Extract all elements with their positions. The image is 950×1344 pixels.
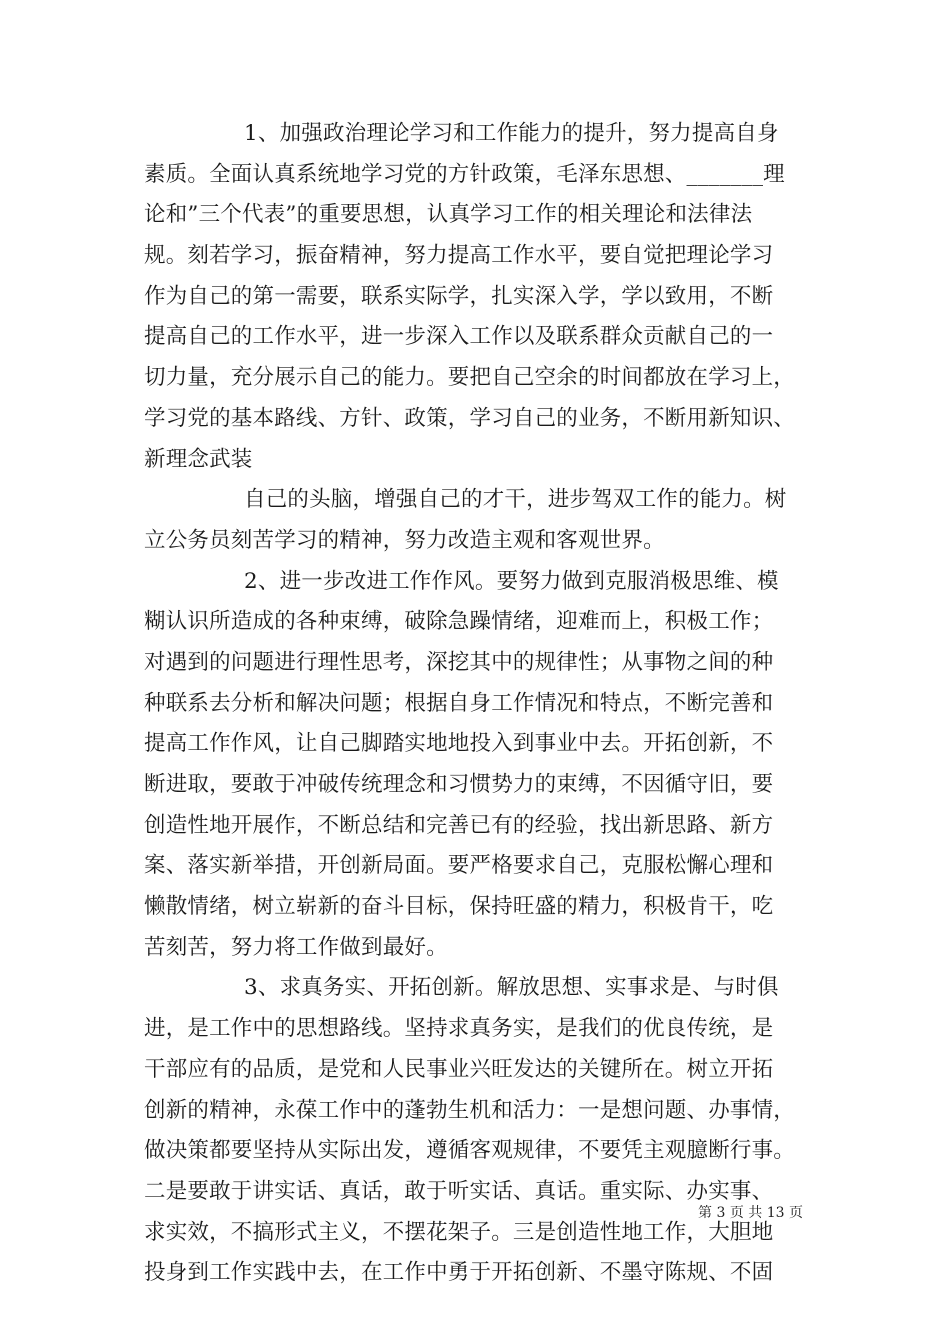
text-line: 自己的头脑，增强自己的才干，进步驾双工作的能力。树 xyxy=(244,487,787,513)
text-line: 立公务员刻苦学习的精神，努力改造主观和客观世界。 xyxy=(144,527,665,553)
text-line: 2、进一步改进工作作风。要努力做到克服消极思维、模 xyxy=(244,568,779,594)
text-line: 3、求真务实、开拓创新。解放思想、实事求是、与时俱 xyxy=(244,975,779,1001)
text-line: 提高自己的工作水平，进一步深入工作以及联系群众贡献自己的一 xyxy=(144,324,774,350)
text-line: 糊认识所造成的各种束缚，破除急躁情绪，迎难而上，积极工作； xyxy=(144,609,774,635)
text-line: 懒散情绪，树立崭新的奋斗目标，保持旺盛的精力，积极肯干，吃 xyxy=(144,894,774,920)
text-line: 论和”三个代表”的重要思想，认真学习工作的相关理论和法律法 xyxy=(144,202,753,228)
text-line: 求实效，不搞形式主义，不摆花架子。三是创造性地工作，大胆地 xyxy=(144,1219,774,1245)
text-line: 干部应有的品质，是党和人民事业兴旺发达的关键所在。树立开拓 xyxy=(144,1056,774,1082)
document-body xyxy=(144,114,820,1294)
text-line: 切力量，充分展示自己的能力。要把自己空余的时间都放在学习上， xyxy=(144,365,796,391)
text-line: 1、加强政治理论学习和工作能力的提升，努力提高自身 xyxy=(244,121,779,146)
text-line: 做决策都要坚持从实际出发，遵循客观规律，不要凭主观臆断行事。 xyxy=(144,1138,796,1164)
text-line: 种联系去分析和解决问题；根据自身工作情况和特点，不断完善和 xyxy=(144,690,774,716)
text-line: 新理念武装 xyxy=(144,446,253,472)
text-line: 提高工作作风，让自己脚踏实地地投入到事业中去。开拓创新，不 xyxy=(144,731,774,757)
text-line: 投身到工作实践中去，在工作中勇于开拓创新、不墨守陈规、不固 xyxy=(144,1260,774,1286)
text-line: 案、落实新举措，开创新局面。要严格要求自己，克服松懈心理和 xyxy=(144,853,774,879)
text-line: 学习党的基本路线、方针、政策，学习自己的业务，不断用新知识、 xyxy=(144,405,796,431)
page-number-footer: 第 3 页 共 13 页 xyxy=(698,1205,803,1221)
text-line: 创新的精神，永葆工作中的蓬勃生机和活力：一是想问题、办事情， xyxy=(144,1097,796,1123)
text-line: 苦刻苦，努力将工作做到最好。 xyxy=(144,934,448,960)
text-line: 作为自己的第一需要，联系实际学，扎实深入学，学以致用，不断 xyxy=(144,283,774,309)
text-line: 规。刻若学习，振奋精神，努力提高工作水平，要自觉把理论学习 xyxy=(144,243,774,269)
text-line: 素质。全面认真系统地学习党的方针政策，毛泽东思想、_______理 xyxy=(144,161,785,187)
text-line: 二是要敢于讲实话、真话，敢于听实话、真话。重实际、办实事、 xyxy=(144,1178,774,1204)
text-line: 创造性地开展作，不断总结和完善已有的经验，找出新思路、新方 xyxy=(144,812,774,838)
text-line: 对遇到的问题进行理性思考，深挖其中的规律性；从事物之间的种 xyxy=(144,649,774,675)
text-line: 进，是工作中的思想路线。坚持求真务实，是我们的优良传统，是 xyxy=(144,1016,774,1042)
text-line: 断进取，要敢于冲破传统理念和习惯势力的束缚，不因循守旧，要 xyxy=(144,772,774,797)
